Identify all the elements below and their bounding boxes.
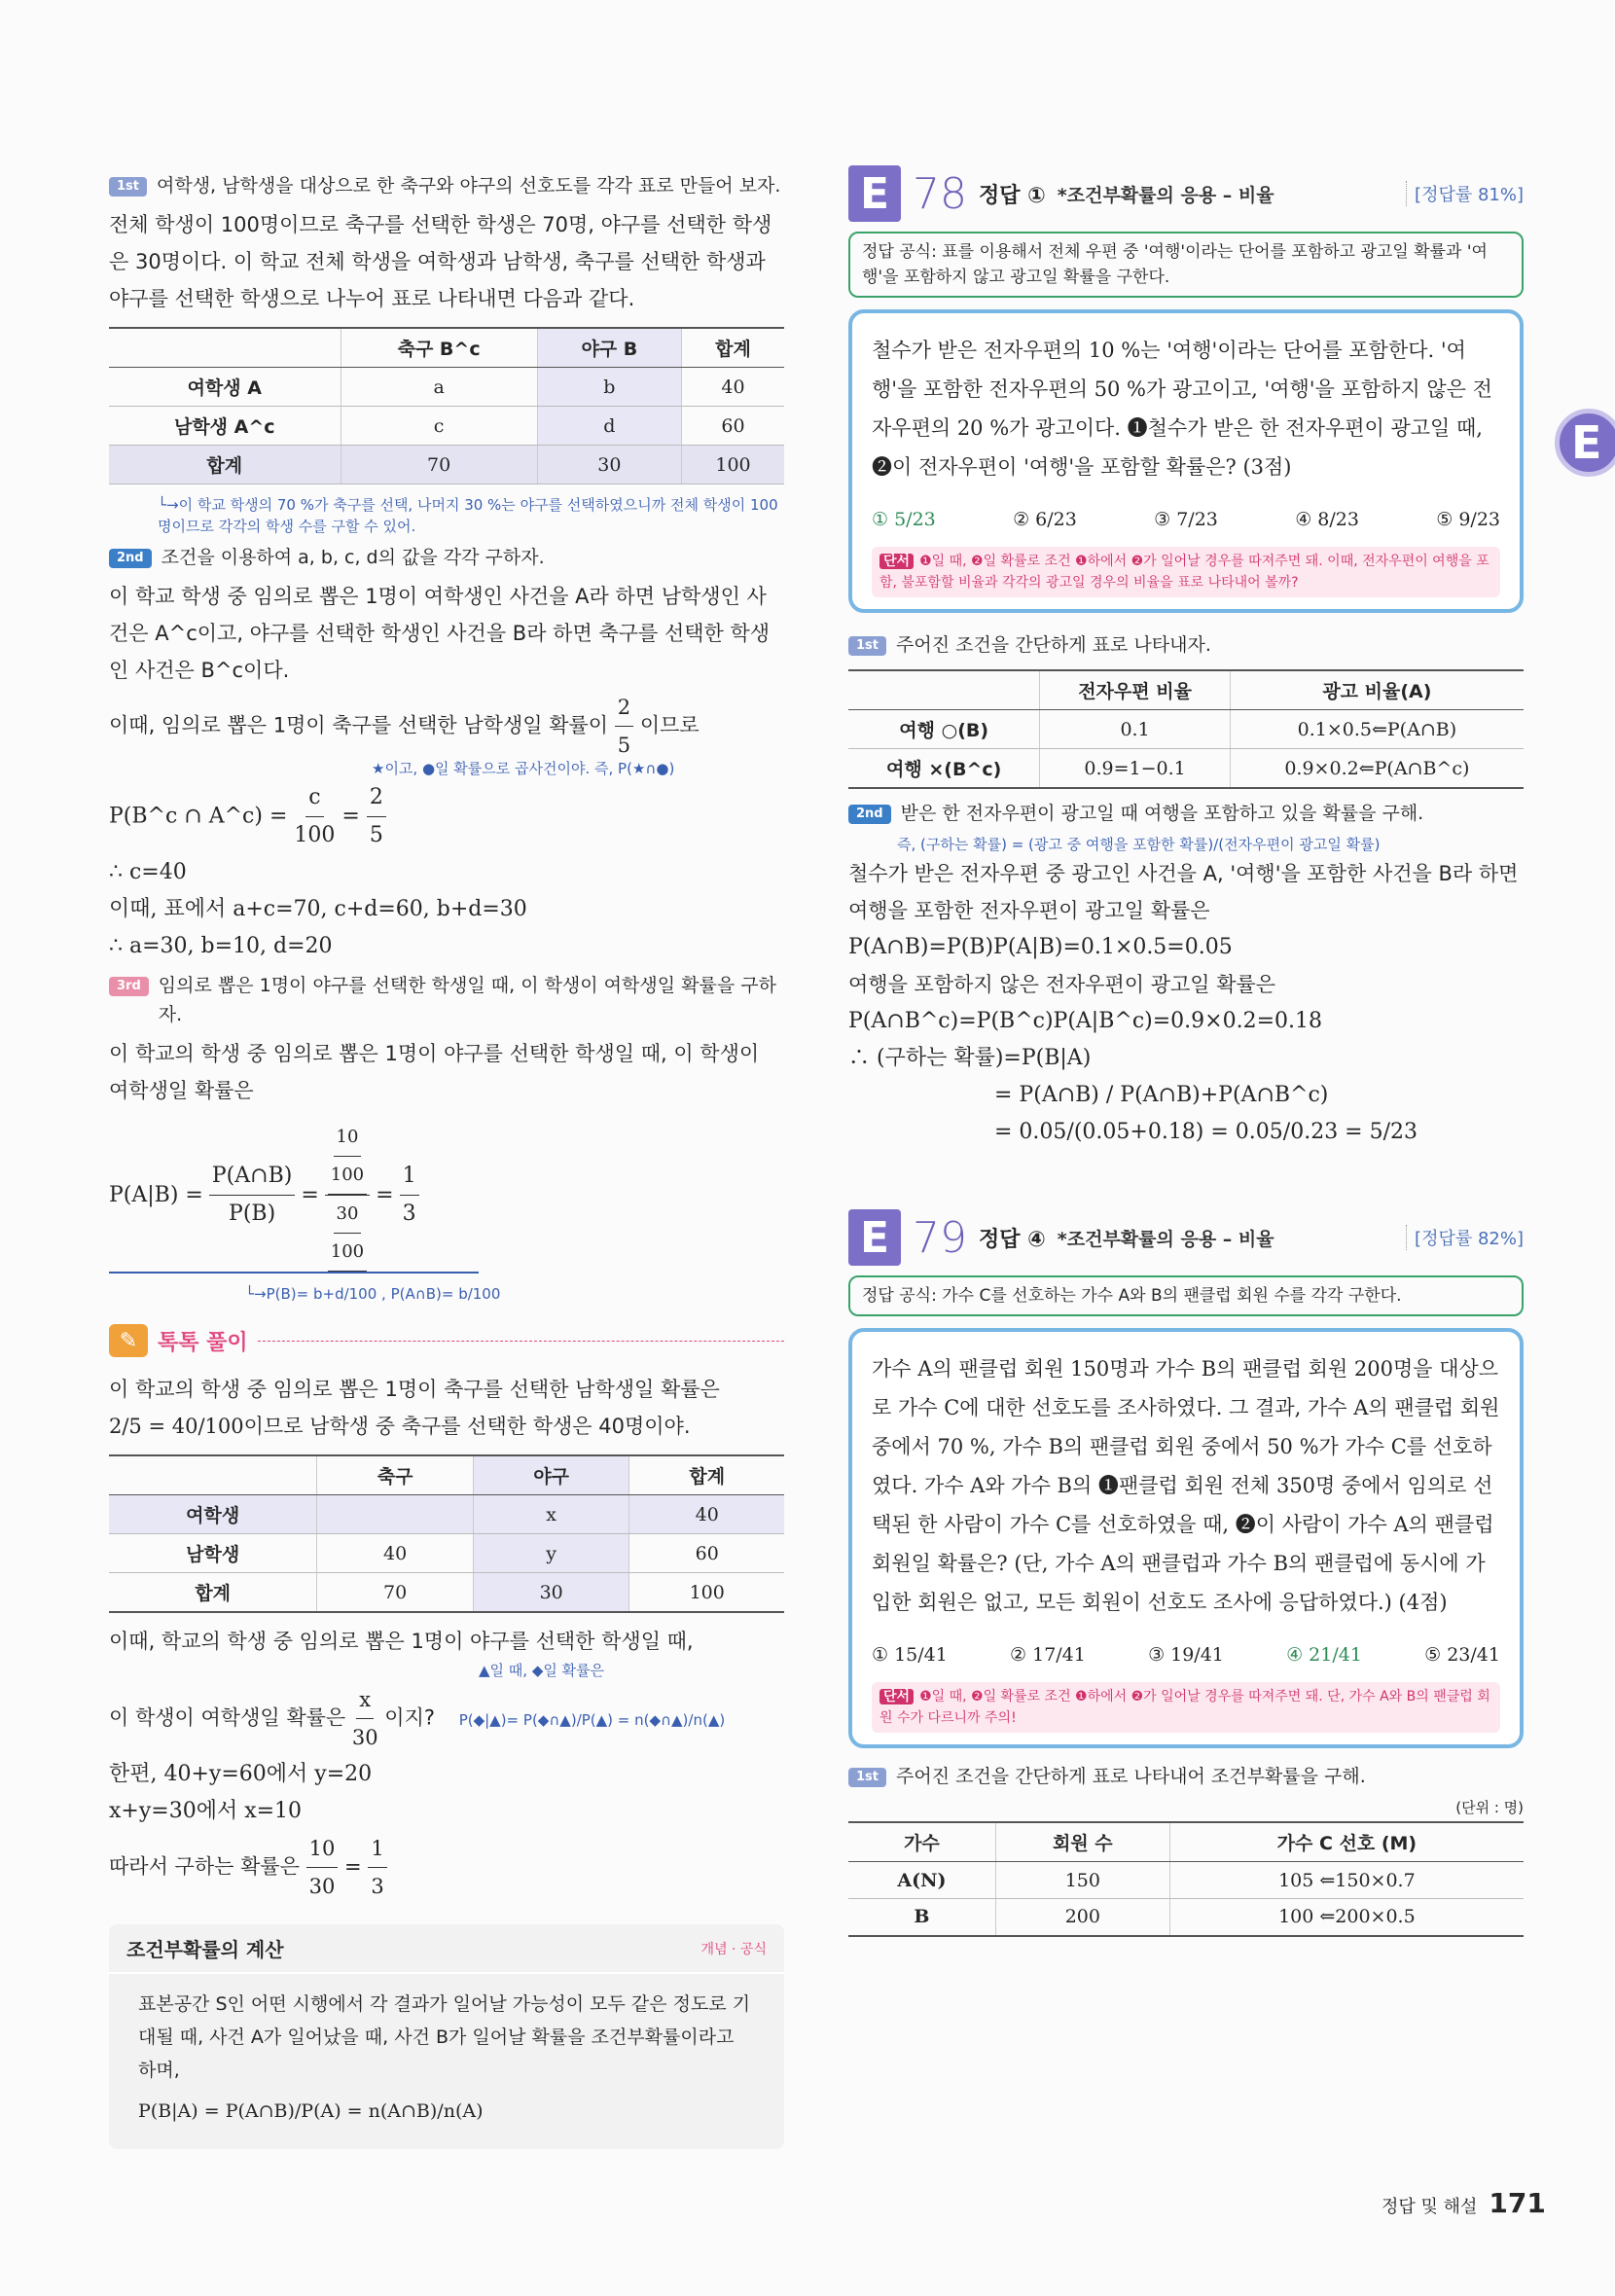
cell: 남학생 A^c — [109, 407, 341, 446]
annotation: └→P(B)= b+d/100 , P(A∩B)= b/100 — [245, 1285, 501, 1303]
step-1: 1st 주어진 조건을 간단하게 표로 나타내자. — [848, 630, 1524, 660]
step-3 — [109, 971, 784, 1029]
paragraph: 따라서 구하는 확률은 $\frac{10}{30}$ = $\frac{1}{3}$ — [109, 1830, 784, 1905]
annotation: ▲일 때, ◆일 확률은 — [479, 1662, 605, 1679]
cell: b — [537, 368, 681, 407]
topic-tag: *조건부확률의 응용 – 비율 — [1057, 184, 1274, 206]
choice: ③ 19/41 — [1148, 1644, 1224, 1666]
table-row — [109, 368, 784, 407]
cell: c — [341, 407, 537, 446]
text: 이므로 — [639, 713, 700, 737]
table-row: 남학생 40 y 60 — [109, 1534, 784, 1573]
equation: = 0.05/(0.05+0.18) = 0.05/0.23 = 5/23 — [994, 1120, 1418, 1144]
equation: P(A|B) = $\frac{P(A\cap B)}{P(B)}$ = $\frac{\frac{10}{100}}{\frac{30}{100}}$ = $\frac{1}{3}$ — [109, 1119, 479, 1274]
chapter-tab: E — [1555, 409, 1615, 477]
accuracy-rate: [정답률 81%] — [1406, 181, 1524, 206]
accuracy-rate: [정답률 82%] — [1406, 1225, 1524, 1250]
annotation: └→이 학교 학생의 70 %가 축구를 선택, 나머지 30 %는 야구를 선택하였으니까 전체 학생이 100명이므로 각각의 학생 수를 구할 수 있어. — [158, 496, 778, 535]
left-column — [109, 165, 784, 2149]
choices — [872, 1635, 1500, 1674]
th: 축구 — [317, 1455, 474, 1495]
step-text: 주어진 조건을 간단하게 표로 나타내어 조건부확률을 구해. — [896, 1766, 1366, 1787]
th: 야구 B — [537, 328, 681, 368]
question-header-79 — [848, 1209, 1524, 1266]
equation: P(B^c ∩ A^c) = $\frac{c}{100}$ = $\frac{2}{5}$ — [109, 779, 784, 854]
equation: P(A∩B)=P(B)P(A|B)=0.1×0.5=0.05 — [848, 935, 1233, 959]
table-row: 여행 ×(B^c) 0.9=1−0.1 0.9×0.2⇐P(A∩B^c) — [848, 749, 1524, 789]
equation: = P(A∩B) / P(A∩B)+P(A∩B^c) — [994, 1083, 1329, 1107]
choice: ① 15/41 — [872, 1644, 948, 1666]
step-badge: 3rd — [109, 977, 149, 996]
question-box-78 — [848, 309, 1524, 613]
choice: ⑤ 9/23 — [1436, 509, 1500, 530]
cell: 70 — [341, 446, 537, 484]
th: 합계 — [681, 328, 784, 368]
step-badge: 2nd — [109, 549, 152, 568]
paragraph: 이 학생이 여학생일 확률은 $\frac{x}{30}$ 이지? P(◆|▲)= P(◆∩▲)/P(▲) = n(◆∩▲)/n(▲) — [109, 1681, 784, 1756]
answer: 정답 ① — [979, 183, 1046, 208]
cell: 30 — [537, 446, 681, 484]
table-79: 가수 회원 수 가수 C 선호 (M) A(N) 150 105 ⇐150×0.7 B 200 100 ⇐200×0.5 — [848, 1821, 1524, 1937]
step-text: 임의로 뽑은 1명이 야구를 선택한 학생일 때, 이 학생이 여학생일 확률을 구하자. — [158, 975, 776, 1025]
question-text: 가수 A의 팬클럽 회원 150명과 가수 B의 팬클럽 회원 200명을 대상으로 가수 C에 대한 선호도를 조사하였다. 그 결과, 가수 A의 팬클럽 회원 중에서 70 %, 가수 B의 팬클럽 회원 중에서 50 %가 가수 C를 선호하였다. 가수 A와 가수 B의 ❶팬클럽 회원 전체 350명 중에서 임의로 선택된 한 사람이 가수 C를 선호하였을 때, ❷이 사람이 가수 A의 팬클럽 회원일 확률은? (단, 가수 A의 팬클럽과 가수 B의 팬클럽에 동시에 가입한 회원은 없고, 모든 회원이 선호도 조사에 응답하였다.) (4점) — [872, 1357, 1500, 1614]
th: 축구 B^c — [341, 328, 537, 368]
cell: a — [341, 368, 537, 407]
th — [109, 328, 341, 368]
choice: ② 6/23 — [1013, 509, 1077, 530]
choice: ② 17/41 — [1010, 1644, 1086, 1666]
hint: 단서 ❶일 때, ❷일 확률로 조건 ❶하에서 ❷가 일어날 경우를 따져주면 돼. 이때, 전자우편이 여행을 포함, 불포함할 비율과 각각의 광고일 경우의 비율을 표로 나타내어 볼까? — [872, 547, 1500, 597]
concept-formula: P(B|A) = P(A∩B)/P(A) = n(A∩B)/n(A) — [138, 2100, 484, 2122]
tip-title — [109, 1324, 784, 1357]
choice: ④ 21/41 — [1286, 1644, 1362, 1666]
paragraph: 2/5 = 40/100이므로 남학생 중 축구를 선택한 학생은 40명이야. — [109, 1415, 691, 1438]
section-badge: E — [848, 165, 901, 222]
table-78: 전자우편 비율 광고 비율(A) 여행 ○(B) 0.1 0.1×0.5⇐P(A∩B) 여행 ×(B^c) 0.9=1−0.1 0.9×0.2⇐P(A∩B^c) — [848, 669, 1524, 789]
concept-title: 조건부확률의 계산 — [126, 1938, 284, 1961]
answer: 정답 ④ — [979, 1227, 1046, 1252]
cell: d — [537, 407, 681, 446]
concept-box — [109, 1924, 784, 2149]
equation: 한편, 40+y=60에서 y=20 — [109, 1762, 373, 1786]
concept-text: 표본공간 S인 어떤 시행에서 각 결과가 일어날 가능성이 모두 같은 정도로 기대될 때, 사건 A가 일어났을 때, 사건 B가 일어날 확률을 조건부확률이라고 하며, — [138, 1993, 751, 2081]
paragraph: 이 학교의 학생 중 임의로 뽑은 1명이 야구를 선택한 학생일 때, 이 학생이 여학생일 확률은 — [109, 1042, 760, 1102]
paragraph: 이 학교 학생 중 임의로 뽑은 1명이 여학생인 사건을 A라 하면 남학생인 사건은 A^c이고, 야구를 선택한 학생인 사건을 B라 하면 축구를 선택한 학생인 사건은 B^c이다. — [109, 585, 771, 682]
answer-formula: 정답 공식: 가수 C를 선호하는 가수 A와 B의 팬클럽 회원 수를 각각 구한다. — [848, 1275, 1524, 1316]
equation: x+y=30에서 x=10 — [109, 1799, 303, 1823]
table-row — [109, 407, 784, 446]
table-row — [109, 446, 784, 484]
equation: P(A∩B^c)=P(B^c)P(A|B^c)=0.9×0.2=0.18 — [848, 1009, 1322, 1033]
step-2 — [109, 543, 784, 572]
annotation: 즉, (구하는 확률) = (광고 중 여행을 포함한 확률)/(전자우편이 광고일 확률) — [897, 836, 1381, 853]
section-badge: E — [848, 1209, 901, 1266]
cell: 여학생 A — [109, 368, 341, 407]
paragraph — [109, 689, 784, 764]
equation: ∴ (구하는 확률)=P(B|A) — [848, 1046, 1092, 1070]
question-number: 79 — [913, 1212, 967, 1263]
step-text: 주어진 조건을 간단하게 표로 나타내자. — [896, 634, 1211, 656]
table-1 — [109, 327, 784, 484]
step-1 — [109, 171, 784, 200]
paragraph: 철수가 받은 전자우편 중 광고인 사건을 A, '여행'을 포함한 사건을 B라 하면 여행을 포함한 전자우편이 광고일 확률은 — [848, 862, 1519, 922]
question-header-78 — [848, 165, 1524, 222]
topic-tag: *조건부확률의 응용 – 비율 — [1057, 1228, 1274, 1250]
hint: 단서 ❶일 때, ❷일 확률로 조건 ❶하에서 ❷가 일어날 경우를 따져주면 돼. 단, 가수 A와 B의 팬클럽 회원 수가 다르니까 주의! — [872, 1682, 1500, 1733]
choices — [872, 500, 1500, 539]
step-1: 1st 주어진 조건을 간단하게 표로 나타내어 조건부확률을 구해. — [848, 1762, 1524, 1791]
choice: ⑤ 23/41 — [1424, 1644, 1500, 1666]
page-footer — [1382, 2187, 1546, 2219]
choice: ① 5/23 — [872, 509, 936, 530]
question-number: 78 — [913, 168, 967, 219]
table-row: 합계 70 30 100 — [109, 1573, 784, 1613]
equation: ∴ c=40 — [109, 860, 187, 884]
concept-tag: 개념 · 공식 — [700, 1941, 767, 1957]
cell: 100 — [681, 446, 784, 484]
choice: ④ 8/23 — [1295, 509, 1359, 530]
pencil-icon: ✎ — [109, 1324, 148, 1357]
question-box-79 — [848, 1328, 1524, 1748]
table-2 — [109, 1454, 784, 1613]
step-text: 여학생, 남학생을 대상으로 한 축구와 야구의 선호도를 각각 표로 만들어 보자. — [157, 175, 781, 197]
answer-formula: 정답 공식: 표를 이용해서 전체 우편 중 '여행'이라는 단어를 포함하고 광고일 확률과 '여행'을 포함하지 않고 광고일 확률을 구한다. — [848, 232, 1524, 298]
table-row: B 200 100 ⇐200×0.5 — [848, 1899, 1524, 1936]
cell: 60 — [681, 407, 784, 446]
footer-label: 정답 및 해설 — [1382, 2197, 1478, 2217]
th — [109, 1455, 317, 1495]
fraction: $\frac{2}{5}$ — [615, 689, 633, 764]
paragraph: 이 학교의 학생 중 임의로 뽑은 1명이 축구를 선택한 남학생일 확률은 — [109, 1378, 720, 1401]
table-row: A(N) 150 105 ⇐150×0.7 — [848, 1862, 1524, 1899]
paragraph: 이때, 학교의 학생 중 임의로 뽑은 1명이 야구를 선택한 학생일 때, — [109, 1630, 694, 1653]
page-number: 171 — [1489, 2187, 1546, 2219]
table-row: 여행 ○(B) 0.1 0.1×0.5⇐P(A∩B) — [848, 710, 1524, 749]
th: 합계 — [629, 1455, 784, 1495]
tip-title-text: 톡톡 풀이 — [158, 1330, 248, 1355]
paragraph: 전체 학생이 100명이므로 축구를 선택한 학생은 70명, 야구를 선택한 학생은 30명이다. 이 학교 전체 학생을 여학생과 남학생, 축구를 선택한 학생과 야구를 선택한 학생으로 나누어 표로 나타내면 다음과 같다. — [109, 213, 772, 310]
step-badge: 1st — [109, 177, 147, 197]
cell: 40 — [681, 368, 784, 407]
unit-label: (단위 : 명) — [1455, 1799, 1524, 1816]
table-row: 여학생 x 40 — [109, 1495, 784, 1534]
paragraph: 여행을 포함하지 않은 전자우편이 광고일 확률은 — [848, 973, 1276, 996]
step-text: 조건을 이용하여 a, b, c, d의 값을 각각 구하자. — [161, 547, 545, 568]
step-text: 받은 한 전자우편이 광고일 때 여행을 포함하고 있을 확률을 구해. — [900, 803, 1424, 824]
equation: 이때, 표에서 a+c=70, c+d=60, b+d=30 — [109, 897, 527, 921]
th: 야구 — [473, 1455, 629, 1495]
text: 이때, 임의로 뽑은 1명이 축구를 선택한 남학생일 확률이 — [109, 713, 609, 737]
cell: 합계 — [109, 446, 341, 484]
step-2: 2nd 받은 한 전자우편이 광고일 때 여행을 포함하고 있을 확률을 구해. — [848, 799, 1524, 828]
question-text: 철수가 받은 전자우편의 10 %는 '여행'이라는 단어를 포함한다. '여행'을 포함한 전자우편의 50 %가 광고이고, '여행'을 포함하지 않은 전자우편의 20 %가 광고이다. ❶철수가 받은 한 전자우편이 광고일 때, ❷이 전자우편이 '여행'을 포함할 확률은? (3점) — [872, 339, 1492, 479]
choice: ③ 7/23 — [1154, 509, 1218, 530]
equation: ∴ a=30, b=10, d=20 — [109, 934, 333, 958]
annotation: ★이고, ●일 확률으로 곱사건이야. 즉, P(★∩●) — [372, 760, 675, 777]
right-column — [848, 165, 1524, 1947]
